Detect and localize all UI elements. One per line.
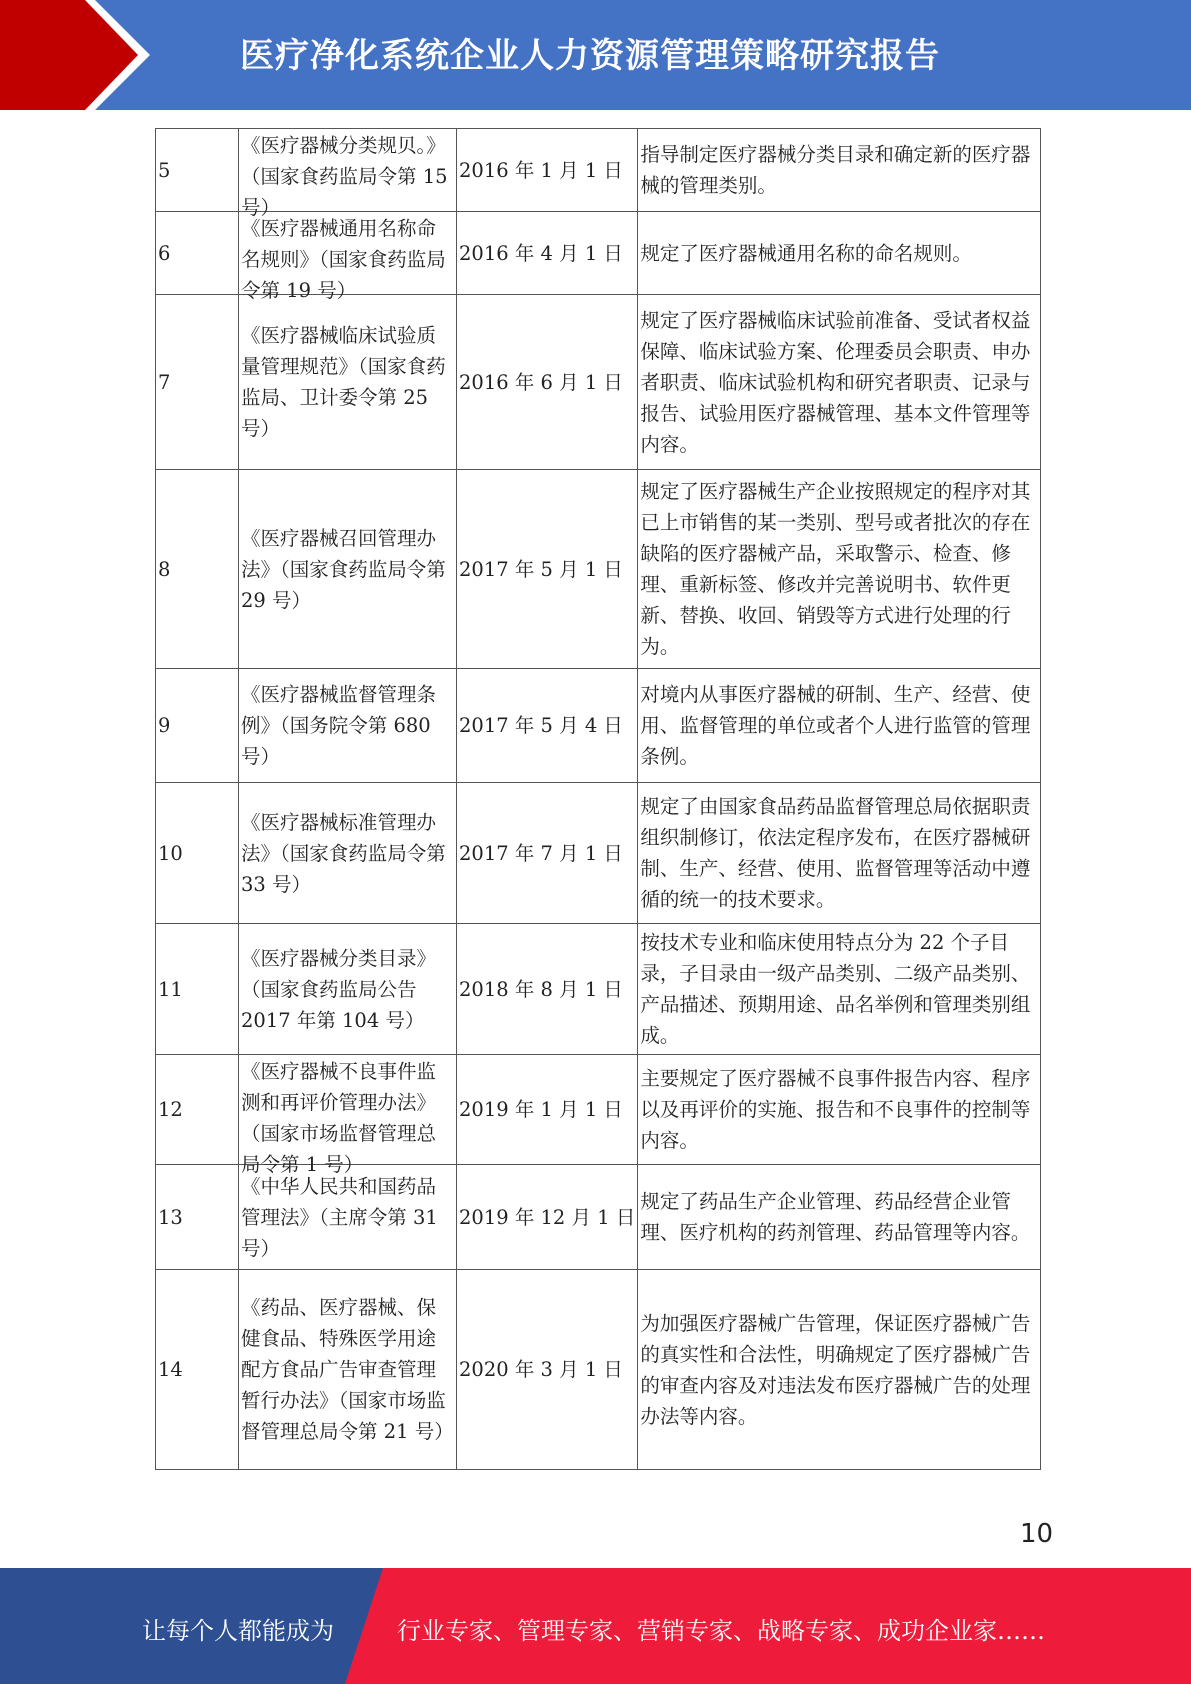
page-number: 10 xyxy=(1020,1519,1054,1549)
row-number: 6 xyxy=(156,212,239,295)
row-number: 12 xyxy=(156,1055,239,1165)
footer-slogan-right: 行业专家、管理专家、营销专家、战略专家、成功企业家…… xyxy=(397,1617,1045,1645)
regulation-name: 《中华人民共和国药品管理法》（主席令第 31 号） xyxy=(239,1165,457,1270)
regulation-name: 《医疗器械分类规贝。》（国家食药监局令第 15 号） xyxy=(241,134,448,219)
table-row xyxy=(156,924,1041,1055)
regulation-description: 指导制定医疗器械分类目录和确定新的医疗器械的管理类别。 xyxy=(638,129,1041,212)
table-row xyxy=(156,470,1041,669)
regulation-name: 《医疗器械监督管理条例》（国务院令第 680 号） xyxy=(239,669,457,783)
header-arrow-logo xyxy=(0,0,150,110)
row-number: 5 xyxy=(156,129,239,212)
table-row xyxy=(156,1055,1041,1165)
table-row xyxy=(156,669,1041,783)
regulation-description: 主要规定了医疗器械不良事件报告内容、程序以及再评价的实施、报告和不良事件的控制等内容。 xyxy=(638,1055,1041,1165)
effective-date: 2016 年 1 月 1 日 xyxy=(457,129,638,212)
regulation-name: 《医疗器械分类目录》（国家食药监局公告 2017 年第 104 号） xyxy=(239,924,457,1055)
effective-date: 2019 年 1 月 1 日 xyxy=(457,1055,638,1165)
row-number: 10 xyxy=(156,783,239,924)
effective-date: 2020 年 3 月 1 日 xyxy=(457,1270,638,1470)
regulation-description: 为加强医疗器械广告管理，保证医疗器械广告的真实性和合法性，明确规定了医疗器械广告的审查内容及对违法发布医疗器械广告的处理办法等内容。 xyxy=(638,1270,1041,1470)
regulation-name: 《医疗器械通用名称命名规则》（国家食药监局令第 19 号） xyxy=(241,217,446,302)
table-row xyxy=(156,783,1041,924)
row-number: 8 xyxy=(156,470,239,669)
page-header xyxy=(0,0,1191,110)
page-footer xyxy=(0,1568,1191,1684)
regulation-description: 规定了由国家食品药品监督管理总局依据职责组织制修订，依法定程序发布，在医疗器械研制、生产、经营、使用、监督管理等活动中遵循的统一的技术要求。 xyxy=(638,783,1041,924)
footer-slogan-left: 让每个人都能成为 xyxy=(142,1617,334,1645)
row-number: 9 xyxy=(156,669,239,783)
regulation-description: 按技术专业和临床使用特点分为 22 个子目录，子目录由一级产品类别、二级产品类别、产品描述、预期用途、品名举例和管理类别组成。 xyxy=(638,924,1041,1055)
effective-date: 2017 年 5 月 4 日 xyxy=(457,669,638,783)
regulation-name: 《医疗器械召回管理办法》（国家食药监局令第 29 号） xyxy=(239,470,457,669)
table-row xyxy=(156,295,1041,470)
regulation-description: 规定了医疗器械通用名称的命名规则。 xyxy=(638,212,1041,295)
regulation-name: 《药品、医疗器械、保健食品、特殊医学用途配方食品广告审查管理暂行办法》（国家市场监督管理总局令第 21 号） xyxy=(239,1270,457,1470)
table-row xyxy=(156,129,1041,212)
regulation-name: 《医疗器械临床试验质量管理规范》（国家食药监局、卫计委令第 25 号） xyxy=(239,295,457,470)
effective-date: 2018 年 8 月 1 日 xyxy=(457,924,638,1055)
regulation-description: 规定了医疗器械生产企业按照规定的程序对其已上市销售的某一类别、型号或者批次的存在缺陷的医疗器械产品，采取警示、检查、修理、重新标签、修改并完善说明书、软件更新、替换、收回、销毁等方式进行处理的行为。 xyxy=(638,470,1041,669)
table-row xyxy=(156,1270,1041,1470)
regulation-description: 对境内从事医疗器械的研制、生产、经营、使用、监督管理的单位或者个人进行监管的管理条例。 xyxy=(638,669,1041,783)
row-number: 13 xyxy=(156,1165,239,1270)
effective-date: 2016 年 6 月 1 日 xyxy=(457,295,638,470)
regulation-table xyxy=(155,128,1041,1470)
row-number: 7 xyxy=(156,295,239,470)
effective-date: 2019 年 12 月 1 日 xyxy=(457,1165,638,1270)
effective-date: 2016 年 4 月 1 日 xyxy=(457,212,638,295)
regulation-description: 规定了药品生产企业管理、药品经营企业管理、医疗机构的药剂管理、药品管理等内容。 xyxy=(638,1165,1041,1270)
table-row xyxy=(156,212,1041,295)
table-row xyxy=(156,1165,1041,1270)
page-title: 医疗净化系统企业人力资源管理策略研究报告 xyxy=(240,36,940,76)
regulation-description: 规定了医疗器械临床试验前准备、受试者权益保障、临床试验方案、伦理委员会职责、申办者职责、临床试验机构和研究者职责、记录与报告、试验用医疗器械管理、基本文件管理等内容。 xyxy=(638,295,1041,470)
row-number: 14 xyxy=(156,1270,239,1470)
row-number: 11 xyxy=(156,924,239,1055)
regulation-name: 《医疗器械不良事件监测和再评价管理办法》（国家市场监督管理总局令第 1 号） xyxy=(241,1060,437,1176)
effective-date: 2017 年 5 月 1 日 xyxy=(457,470,638,669)
regulation-name: 《医疗器械标准管理办法》（国家食药监局令第 33 号） xyxy=(239,783,457,924)
effective-date: 2017 年 7 月 1 日 xyxy=(457,783,638,924)
